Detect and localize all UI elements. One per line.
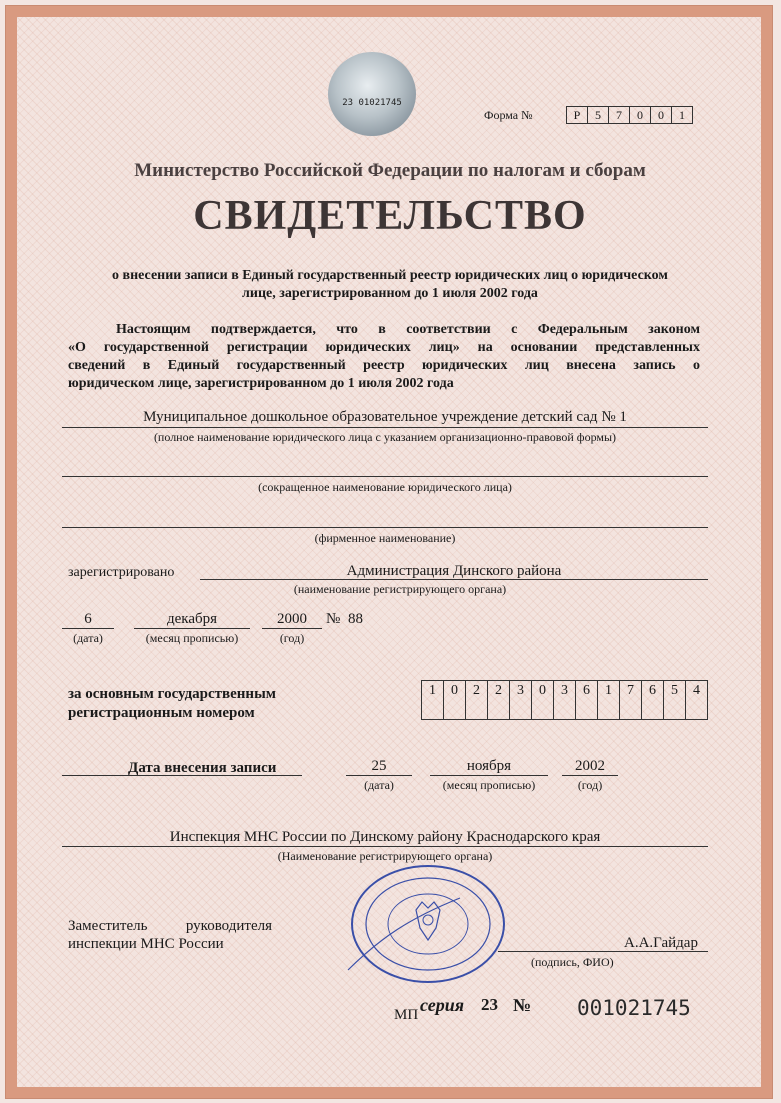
form-code-cell: 1: [672, 106, 693, 124]
entry-date-label: Дата внесения записи: [128, 760, 277, 776]
authority-caption: (Наименование регистрирующего органа): [277, 849, 493, 863]
series-label: серия: [420, 995, 465, 1015]
form-code-cell: Р: [566, 106, 588, 124]
ogrn-digit: 1: [598, 680, 620, 720]
reg-month: декабря: [166, 611, 218, 627]
ogrn-label-line-1: за основным государственным: [68, 686, 277, 702]
subtitle-line-2: лице, зарегистрированном до 1 июля 2002 года: [242, 286, 538, 301]
authority-value: Инспекция МНС России по Динскому району Краснодарского края: [169, 829, 601, 845]
hologram-seal: [328, 52, 416, 136]
signer-caption: (подпись, ФИО): [531, 955, 614, 969]
document-title: СВИДЕТЕЛЬСТВО: [193, 193, 587, 239]
form-code-boxes: [566, 106, 693, 124]
short-name-line: [62, 476, 708, 477]
entry-year: 2002: [575, 758, 605, 774]
entry-month-caption: (месяц прописью): [442, 778, 536, 792]
reg-year: 2000: [277, 611, 307, 627]
reg-year-line: [262, 628, 322, 629]
ogrn-digit: 5: [664, 680, 686, 720]
ogrn-boxes: [421, 680, 708, 720]
registered-label: зарегистрировано: [68, 565, 175, 580]
authority-line: [62, 846, 708, 847]
brand-name-line: [62, 527, 708, 528]
form-code-cell: 7: [609, 106, 630, 124]
ogrn-digit: 7: [620, 680, 642, 720]
body-line-1: Настоящим подтверждается, что в соответствии с Федеральным законом: [116, 322, 700, 337]
entry-year-line: [562, 775, 618, 776]
reg-day-line: [62, 628, 114, 629]
registered-line: [200, 579, 708, 580]
ogrn-digit: 0: [532, 680, 554, 720]
series-number-label: №: [513, 995, 532, 1015]
reg-day-caption: (дата): [73, 631, 103, 645]
reg-number: 88: [348, 611, 363, 627]
official-stamp: [340, 858, 518, 988]
body-line-4: юридическом лице, зарегистрированном до 1 июля 2002 года: [68, 376, 454, 391]
signer-line: [498, 951, 708, 952]
entry-month: ноября: [466, 758, 512, 774]
mp-label: МП: [394, 1007, 419, 1023]
reg-day: 6: [84, 611, 92, 627]
registered-value: Администрация Динского района: [346, 563, 562, 579]
ogrn-digit: 4: [686, 680, 708, 720]
ogrn-digit: 3: [554, 680, 576, 720]
short-name-caption: (сокращенное наименование юридического лица): [258, 480, 512, 494]
ministry-name: Министерство Российской Федерации по налогам и сборам: [134, 160, 646, 181]
form-code-cell: 0: [651, 106, 672, 124]
full-name-value: Муниципальное дошкольное образовательное учреждение детский сад № 1: [143, 409, 627, 425]
ogrn-digit: 6: [642, 680, 664, 720]
subtitle-line-1: о внесении записи в Единый государственный реестр юридических лиц о юридическом: [112, 268, 668, 283]
entry-day: 25: [371, 758, 387, 774]
ogrn-digit: 2: [466, 680, 488, 720]
reg-month-caption: (месяц прописью): [145, 631, 239, 645]
body-line-2: «О государственной регистрации юридических лиц» на основании представленных: [68, 340, 700, 355]
form-code-cell: 0: [630, 106, 651, 124]
signer-name: А.А.Гайдар: [624, 935, 698, 951]
entry-date-label-line: [62, 775, 302, 776]
reg-number-label: №: [326, 611, 341, 627]
ogrn-digit: 1: [421, 680, 444, 720]
entry-day-line: [346, 775, 412, 776]
registered-caption: (наименование регистрирующего органа): [293, 582, 507, 596]
entry-year-caption: (год): [577, 778, 603, 792]
body-line-3: сведений в Единый государственный реестр юридических лиц внесена запись о: [68, 358, 700, 373]
ogrn-digit: 2: [488, 680, 510, 720]
full-name-caption: (полное наименование юридического лица с указанием организационно-правовой формы): [153, 430, 617, 444]
ogrn-digit: 6: [576, 680, 598, 720]
full-name-line: [62, 427, 708, 428]
signer-line-1: Заместитель руководителя: [68, 918, 272, 934]
form-label: Форма №: [484, 108, 533, 122]
ogrn-digit: 0: [444, 680, 466, 720]
ogrn-digit: 3: [510, 680, 532, 720]
series-number: 001021745: [577, 996, 691, 1020]
reg-month-line: [134, 628, 250, 629]
entry-day-caption: (дата): [364, 778, 394, 792]
entry-month-line: [430, 775, 548, 776]
signer-line-2: инспекции МНС России: [68, 936, 224, 952]
series-value: 23: [481, 995, 498, 1014]
reg-year-caption: (год): [279, 631, 305, 645]
brand-name-caption: (фирменное наименование): [314, 531, 456, 545]
form-code-cell: 5: [588, 106, 609, 124]
hologram-number: 23 01021745: [342, 98, 402, 108]
ogrn-label-line-2: регистрационным номером: [68, 705, 255, 721]
